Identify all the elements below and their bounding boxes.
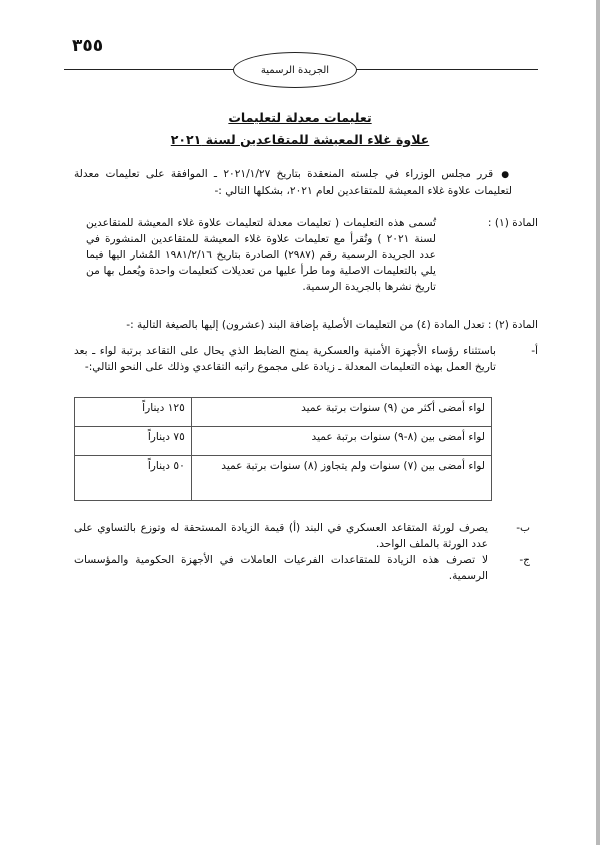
article-2: المادة (٢) : تعدل المادة (٤) من التعليمات الأصلية بإضافة البند (عشرون) إليها بالصيغة التالية :-: [126, 319, 538, 331]
item-c-letter: ج-: [519, 554, 530, 566]
intro-text: قرر مجلس الوزراء في جلسته المنعقدة بتاريخ ٢٠٢١/١/٢٧ ـ الموافقة على تعليمات معدلة لتعليمات علاوة غلاء المعيشة للمتقاعدين لعام ٢٠٢١، بشكلها التالي :-: [74, 168, 512, 197]
header-label: الجريدة الرسمية: [260, 64, 330, 76]
table-cell-amount: ١٢٥ ديناراً: [75, 398, 192, 427]
table-row: [75, 427, 492, 456]
page-number: ٣٥٥: [72, 36, 104, 56]
page-edge-shadow: [596, 0, 600, 845]
allowance-table: [74, 397, 492, 501]
item-b: [74, 520, 530, 552]
table-cell-amount: ٧٥ ديناراً: [75, 427, 192, 456]
table-cell-description: لواء أمضى أكثر من (٩) سنوات برتبة عميد: [191, 398, 491, 427]
table-cell-description: لواء أمضى بين (٨-٩) سنوات برتبة عميد: [191, 427, 491, 456]
item-c: [74, 552, 530, 584]
document-title-line-2: علاوة غلاء المعيشة للمتقاعدين لسنة ٢٠٢١: [170, 132, 430, 147]
item-a: [74, 343, 538, 375]
item-b-letter: ب-: [516, 522, 530, 534]
table-row: [75, 398, 492, 427]
table-row: [75, 456, 492, 501]
document-title-line-1: تعليمات معدلة لتعليمات: [228, 110, 372, 125]
article-1-text: تُسمى هذه التعليمات ( تعليمات معدلة لتعليمات علاوة غلاء المعيشة للمتقاعدين لسنة ٢٠٢١ ) وتُقرأ مع تعليمات علاوة غلاء المعيشة للمتقاعدين المنشورة في عدد الجريدة الرسمية رقم (٢٩٨٧) الصادرة بتاريخ ١٩٨١/٢/١٦ المُشار اليها فيما يلي بالتعليمات الاصلية وما طرأ عليها من تعديلات كتعليمات واحدة ويُعمل بها من تاريخ نشرها بالجريدة الرسمية.: [86, 217, 436, 293]
item-a-text: باستثناء رؤساء الأجهزة الأمنية والعسكرية يمنح الضابط الذي يحال على التقاعد برتبة لواء ـ بعد تاريخ العمل بهذه التعليمات المعدلة ـ زيادة على مجموع راتبه التقاعدي وذلك على النحو التالي:-: [74, 345, 496, 373]
article-1: [86, 215, 538, 295]
table-cell-amount: ٥٠ ديناراً: [75, 456, 192, 501]
item-a-letter: أ-: [531, 345, 538, 357]
bullet-icon: ●: [501, 170, 512, 180]
table-cell-description: لواء أمضى بين (٧) سنوات ولم يتجاوز (٨) سنوات برتبة عميد: [191, 456, 491, 501]
article-1-label: المادة (١) :: [487, 217, 538, 229]
intro-paragraph: [74, 166, 512, 199]
header-oval: [233, 52, 357, 88]
item-b-text: يصرف لورثة المتقاعد العسكري في البند (أ) قيمة الزيادة المستحقة له وتوزع بالتساوي على عدد الورثة بالملف الواحد.: [74, 522, 488, 550]
item-c-text: لا تصرف هذه الزيادة للمتقاعدات الفرعيات العاملات في الأجهزة الحكومية والمؤسسات الرسمية.: [74, 554, 488, 582]
